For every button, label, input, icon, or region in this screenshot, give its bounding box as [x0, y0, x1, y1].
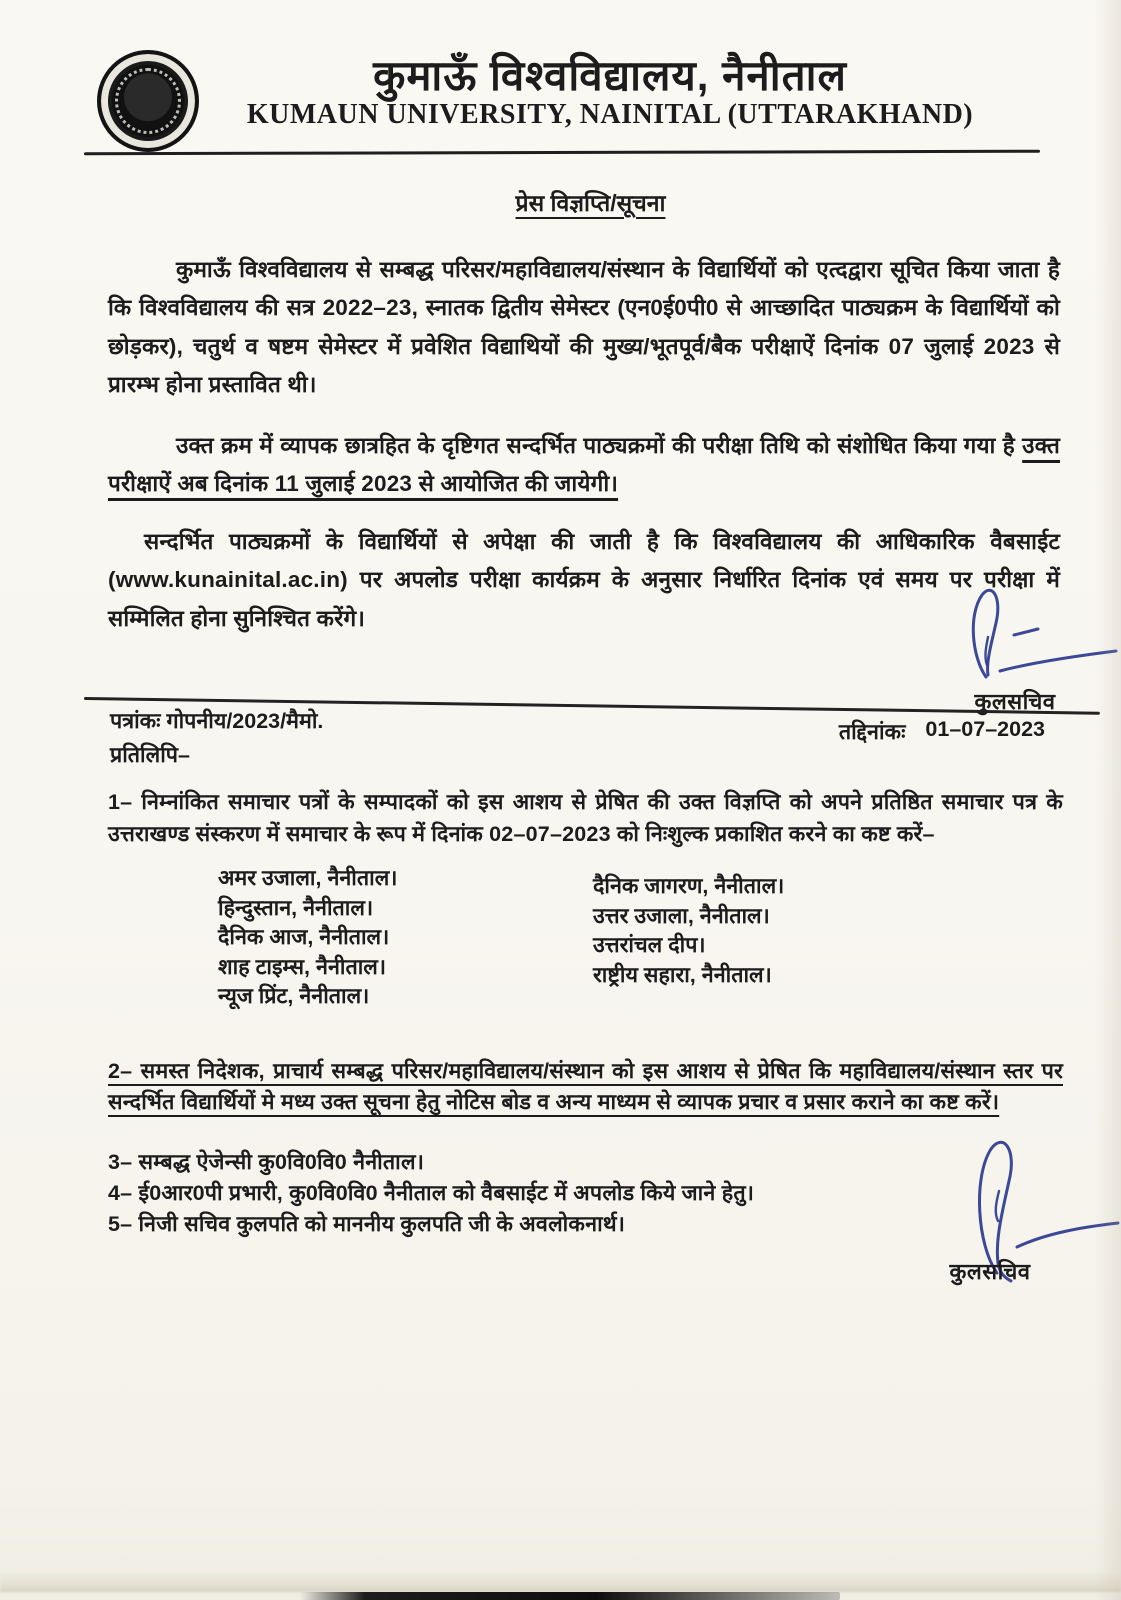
issue-date-row — [839, 717, 1045, 746]
newspaper-item: उत्तरांचल दीप। — [593, 933, 706, 957]
notice-paragraph-2-lead: उक्त क्रम में व्यापक छात्रहित के दृष्टिगत सन्दर्भित पाठ्यक्रमों की परीक्षा तिथि को संशोधित किया गया है — [176, 432, 1023, 458]
newspaper-item: राष्ट्रीय सहारा, नैनीताल। — [593, 962, 772, 987]
revised-exam-date-emphasis: उक्त परीक्षाऐं अब दिनांक 11 जुलाई 2023 से आयोजित की जायेगी। — [108, 432, 1060, 496]
newspaper-item: हिन्दुस्तान, नैनीताल। — [218, 895, 374, 920]
issue-date-value: 01–07–2023 — [925, 717, 1045, 741]
header-divider — [84, 150, 1040, 156]
registrar-label-bottom: कुलसचिव — [949, 1259, 1031, 1284]
copy-item-3: 3– सम्बद्ध ऐजेन्सी कु0वि0वि0 नैनीताल। — [108, 1149, 425, 1174]
university-title-hindi: कुमाऊँ विश्वविद्यालय, नैनीताल — [373, 52, 847, 99]
registrar-signature-icon — [938, 585, 1118, 685]
copy-item-1: 1– निम्नांकित समाचार पत्रों के सम्पादकों को इस आशय से प्रेषित की उक्त विज्ञप्ति को अपने प्रतिष्ठित समाचार पत्र के उत्तराखण्ड संस्करण में समाचार के रूप में दिनांक 02–07–2023 को निःशुल्क प्रकाशित करने का कष्ट करें– — [108, 789, 1063, 846]
newspaper-item: न्यूज प्रिंट, नैनीताल। — [218, 984, 370, 1008]
notice-paragraph-2 — [108, 427, 1060, 504]
university-title-english: KUMAUN UNIVERSITY, NAINITAL (UTTARAKHAND) — [246, 99, 974, 130]
copy-item-4: 4– ई0आर0पी प्रभारी, कु0वि0वि0 नैनीताल को वैबसाईट में अपलोड किये जाने हेतु। — [108, 1180, 755, 1205]
copy-item-5: 5– निजी सचिव कुलपति को माननीय कुलपति जी के अवलोकनार्थ। — [108, 1211, 626, 1236]
scan-artifact-strip — [300, 1592, 840, 1600]
registrar-label-top: कुलसचिव — [974, 689, 1056, 714]
newspaper-item: दैनिक जागरण, नैनीताल। — [593, 874, 785, 898]
copy-item-2: 2– समस्त निदेशक, प्राचार्य सम्बद्ध परिसर/महाविद्यालय/संस्थान को इस आशय से प्रेषित कि महाविद्यालय/संस्थान स्तर पर सन्दर्भित विद्यार्थियों मे मध्य उक्त सूचना हेतु नोटिस बोड व अन्य माध्यम से व्यापक प्रचार व प्रसार कराने का कष्ट करें। — [108, 1058, 1063, 1114]
press-release-heading — [0, 186, 1121, 218]
newspaper-item: दैनिक आज, नैनीताल। — [218, 925, 390, 949]
notice-paragraph-1: कुमाऊँ विश्वविद्यालय से सम्बद्ध परिसर/महाविद्यालय/संस्थान के विद्यार्थियों को एत्दद्वारा सूचित किया जाता है कि विश्वविद्यालय की सत्र 2022–23, स्नातक द्वितीय सेमेस्टर (एन0ई0पी0 से आच्छादित पाठ्यक्रम के विद्यार्थियों को छोड़कर), चतुर्थ व षष्टम सेमेस्टर में प्रवेशित विद्याथियों की मुख्य/भूतपूर्व/बैक परीक्षाऐं दिनांक 07 जुलाई 2023 से प्रारम्भ होना प्रस्तावित थी। — [108, 256, 1060, 397]
copy-to-heading: प्रतिलिपि– — [110, 743, 190, 767]
notice-paragraph-3: सन्दर्भित पाठ्यक्रमों के विद्यार्थियों से अपेक्षा की जाती है कि विश्वविद्यालय की आधिकारिक वैबसाईट (www.kunainital.ac.in) पर अपलोड परीक्षा कार्यक्रम के अनुसार निर्धारित दिनांक एवं समय पर परीक्षा में सम्मिलित होना सुनिश्चित करेंगे। — [108, 528, 1060, 631]
newspaper-item: शाह टाइम्स, नैनीताल। — [218, 954, 386, 979]
scan-smudge-band — [0, 1572, 1121, 1592]
press-release-heading-text: प्रेस विज्ञप्ति/सूचना — [515, 190, 666, 216]
scan-edge-shading — [1095, 0, 1121, 1600]
letter-number: पत्रांकः गोपनीय/2023/मैमो. — [110, 709, 324, 733]
issue-date-label: तद्दिनांकः — [838, 720, 906, 744]
newspaper-list-right — [593, 872, 784, 990]
newspaper-list-left — [218, 864, 397, 1012]
newspaper-item: उत्तर उजाला, नैनीताल। — [593, 903, 770, 928]
newspaper-item: अमर उजाला, नैनीताल। — [218, 866, 398, 890]
